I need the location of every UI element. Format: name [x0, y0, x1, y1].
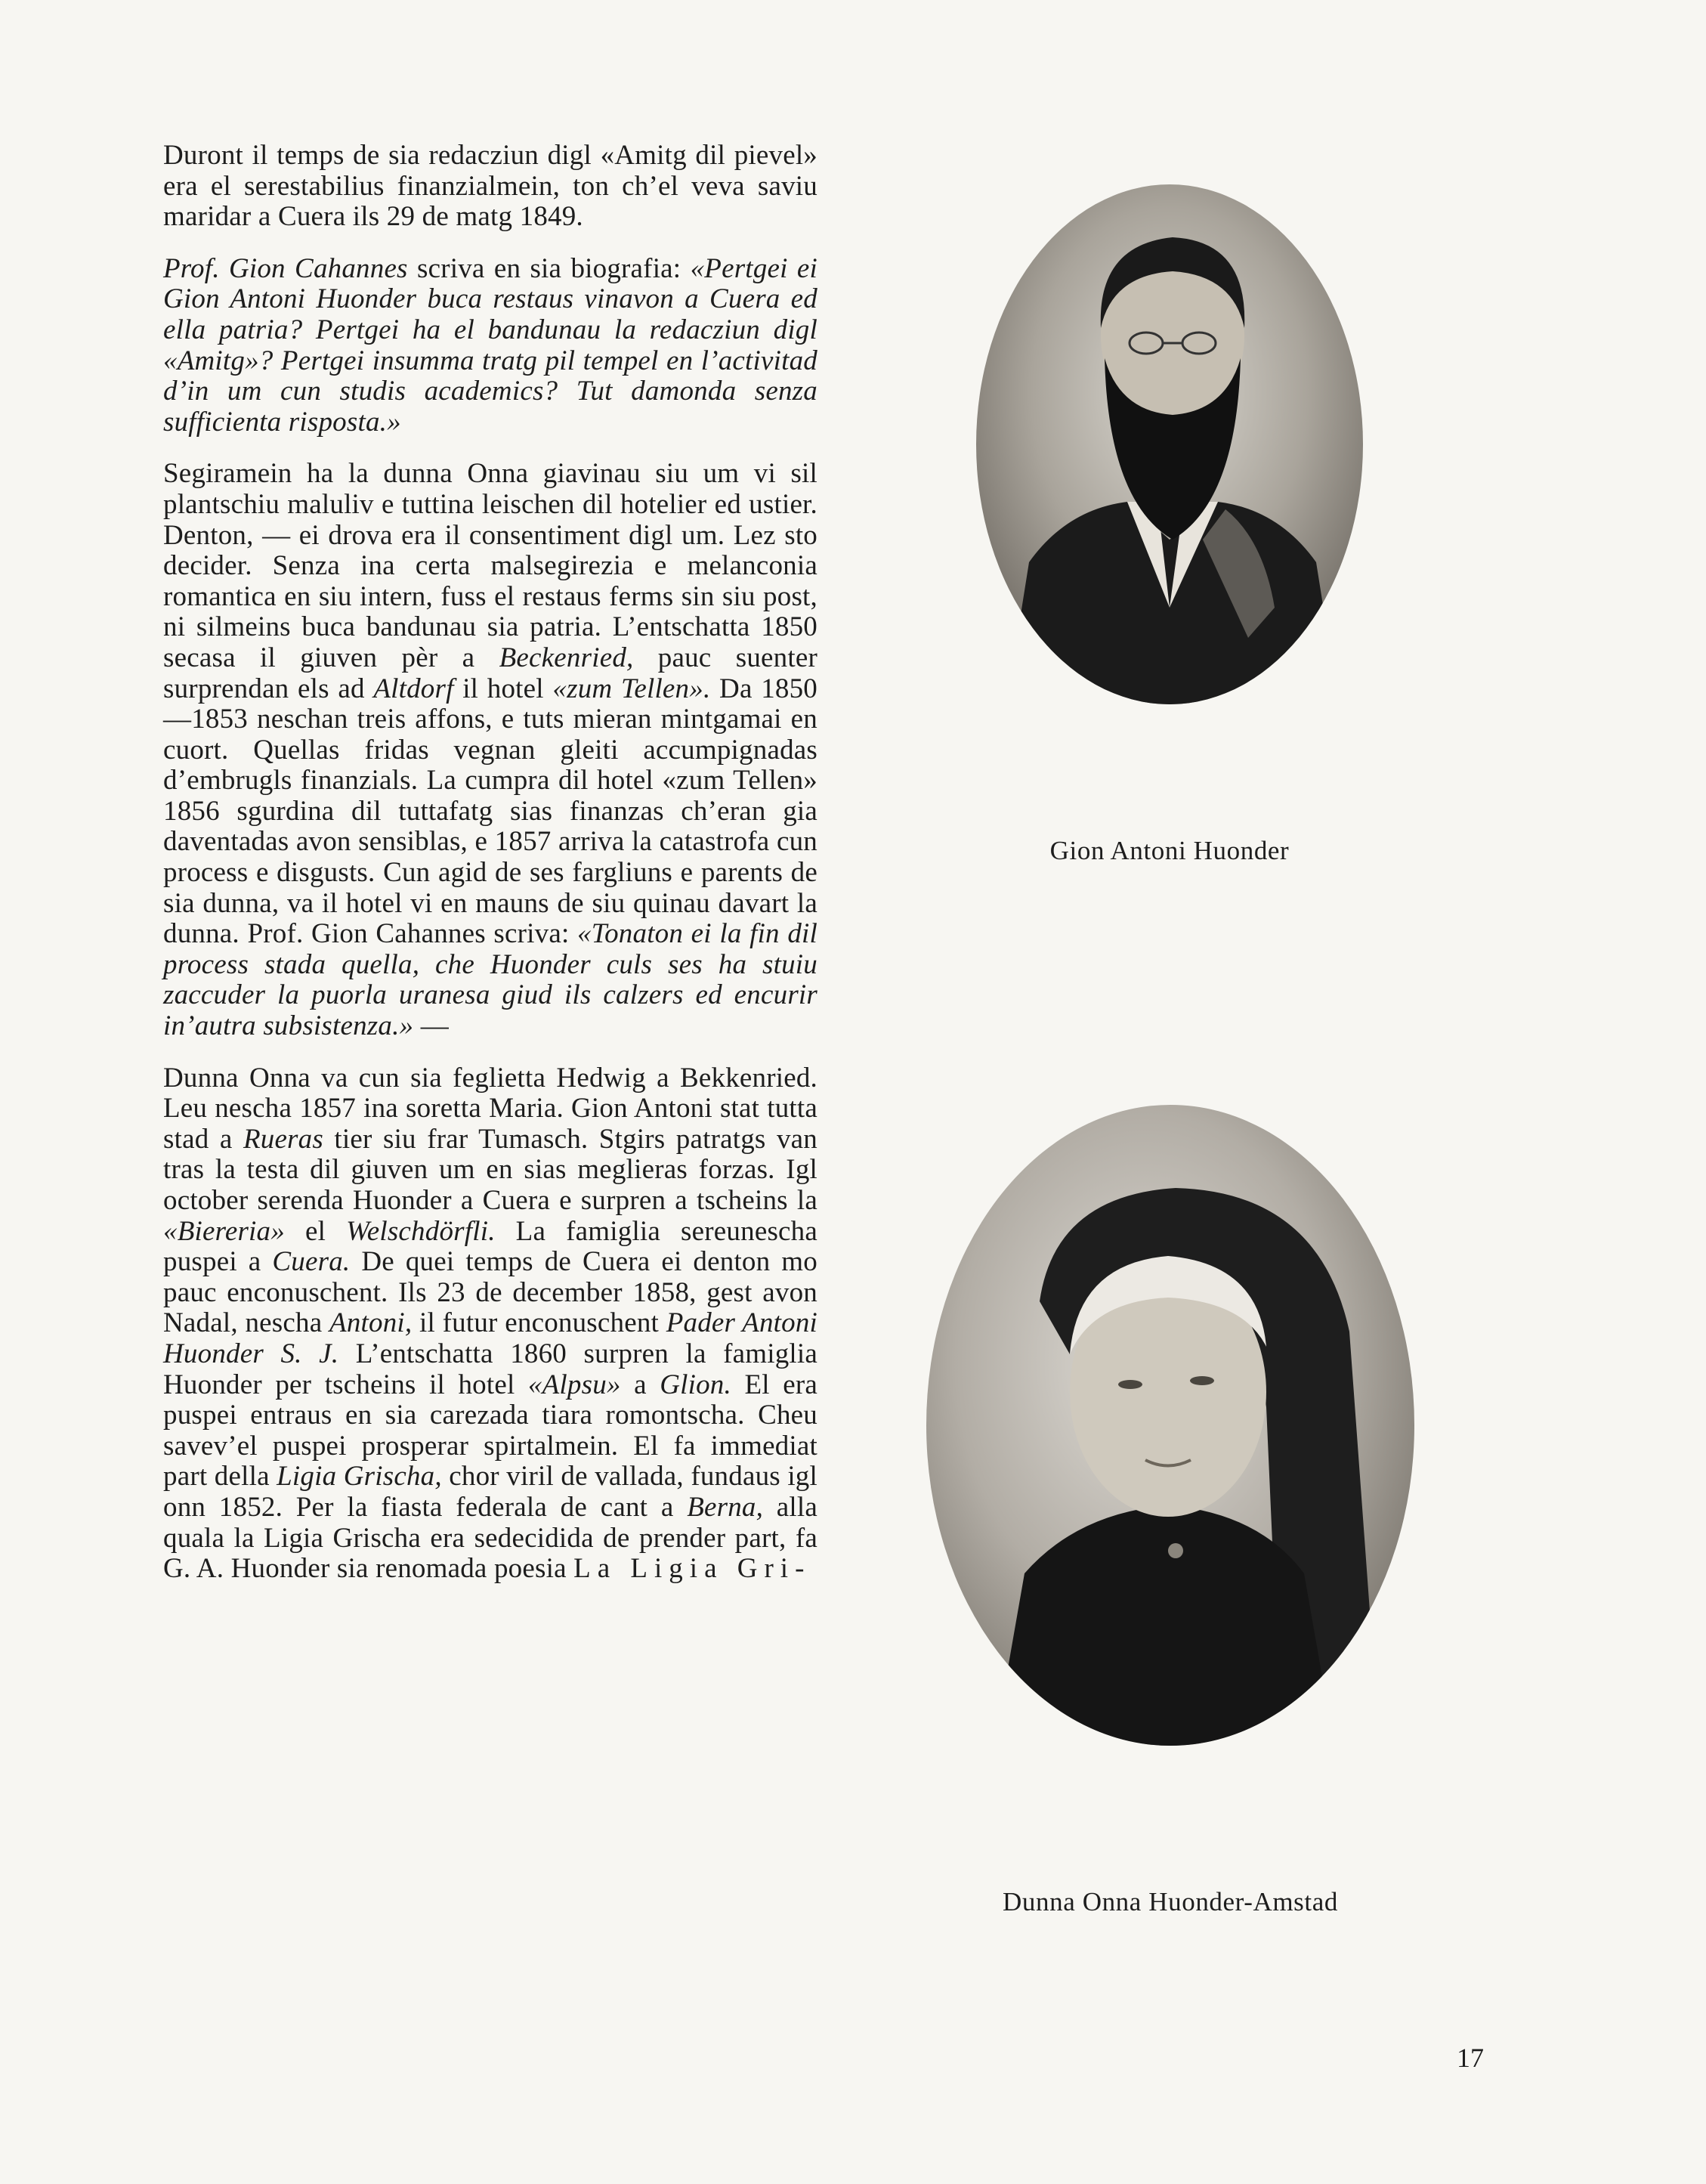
text-run: La famiglia sereunescha puspei a — [163, 1215, 817, 1278]
portrait-dunna-onna-huonder-amstad — [926, 1105, 1414, 1746]
text-run: scriva en sia biografia: — [407, 252, 691, 284]
italic-text-run: Altdorf — [373, 673, 454, 704]
text-run: pauc suenter surprendan els ad — [163, 642, 817, 704]
text-run: chor viril de vallada, fundaus igl onn 1852. Per la fiasta federala de cant a — [163, 1461, 817, 1523]
text-run: il futur enconuschent — [412, 1307, 666, 1339]
italic-text-run: Cuera. — [272, 1246, 351, 1278]
text-run: L’entschatta 1860 surpren la famiglia Huonder per tscheins il hotel — [163, 1338, 817, 1400]
italic-text-run: Rueras — [243, 1123, 323, 1155]
italic-text-run: Glion. — [660, 1369, 731, 1400]
body-paragraph — [163, 141, 817, 233]
italic-text-run: «Pertgei ei Gion Antoni Huonder buca restaus vinavon a Cuera ed ella patria? Pertgei ha el bandunau la redacziun digl «Amitg»? Pertgei insumma tratg pil tempel en l’activitad d’in um cun studis academics? Tut damonda senza sufficienta risposta.» — [163, 252, 817, 438]
italic-text-run: Beckenried, — [499, 642, 634, 673]
body-paragraph — [163, 254, 817, 438]
page-number: 17 — [1457, 2043, 1484, 2073]
italic-text-run: Ligia Grischa, — [277, 1461, 442, 1493]
text-run: El era puspei entraus en sia carezada tiara romontscha. Cheu savev’el puspei prosperar spirtalmein. El fa immediat part della — [163, 1369, 817, 1493]
text-run: De quei temps de Cuera ei denton mo pauc enconuschent. Ils 23 de december 1858, gest avon Nadal, nescha — [163, 1246, 817, 1339]
italic-text-run: Berna, — [687, 1491, 764, 1523]
text-run: Da 1850—1853 neschan treis affons, e tuts mieran mintgamai en cuort. Quellas fridas vegnan gleiti accumpignadas d’embrugls finanzials. La cumpra dil hotel «zum Tellen» 1856 sgurdina dil tuttafatg sias finanzas ch’eran gia daventadas avon sensiblas, e 1857 arriva la catastrofa cun process e disgusts. Cun agid de ses fargliuns e parents de sia dunna, va il hotel vi en mauns de siu quinau davart la dunna. Prof. Gion Cahannes scriva: — [163, 673, 818, 950]
italic-text-run: «Biereria» — [163, 1215, 285, 1247]
italic-text-run: «zum Tellen». — [552, 673, 711, 704]
text-run: tier siu frar Tumasch. Stgirs patratgs van tras la testa dil giuven um en sias meglieras forzas. Igl october serenda Huonder a Cuera e surpren a tscheins la — [163, 1123, 817, 1216]
italic-text-run: Prof. Gion Cahannes — [163, 252, 408, 284]
text-run: Segiramein ha la dunna Onna giavinau siu um vi sil plantschiu maluliv e tuttina leischen dil hotelier ed ustier. Denton, — ei drova era il consentiment digl um. Lez sto decider. Senza ina certa malsegirezia e melanconia romantica en siu intern, fuss el restaus ferms sin siu post, ni silmeins buca bandunau sia patria. L’entschatta 1850 secasa il giuven pèr a — [163, 458, 817, 673]
body-paragraph — [163, 1063, 817, 1585]
text-run: Duront il temps de sia redacziun digl «Amitg dil pievel» era el serestabilius finanzialmein, ton ch’el veva saviu maridar a Cuera ils 29 de matg 1849. — [163, 140, 817, 233]
body-text-column — [163, 141, 817, 1606]
italic-text-run: Antoni, — [329, 1307, 413, 1339]
italic-text-run: Welschdörfli. — [346, 1215, 496, 1247]
text-run: — — [413, 1010, 449, 1042]
text-run: el — [284, 1215, 347, 1247]
italic-text-run: Pader Antoni Huonder S. J. — [163, 1307, 818, 1369]
spaced-text-run: La Ligia Gri- — [573, 1553, 811, 1585]
italic-text-run: «Alpsu» — [527, 1369, 621, 1400]
portrait-1-caption: Gion Antoni Huonder — [1049, 836, 1290, 865]
portrait-gion-antoni-huonder — [976, 184, 1363, 704]
text-run: a — [620, 1369, 660, 1400]
italic-text-run: «Tonaton ei la fin dil process stada quella, che Huonder culs ses ha stuiu zaccuder la puorla uranesa giud ils calzers ed encurir in’autra subsistenza.» — [163, 918, 817, 1042]
text-run: alla quala la Ligia Grischa era sedecidida de prender part, fa G. A. Huonder sia renomada poesia — [163, 1491, 817, 1585]
portrait-2-caption: Dunna Onna Huonder-Amstad — [1003, 1887, 1338, 1916]
text-run: Dunna Onna va cun sia feglietta Hedwig a Bekkenried. Leu nescha 1857 ina soretta Maria. Gion Antoni stat tutta stad a — [163, 1062, 817, 1155]
text-run: il hotel — [453, 673, 553, 704]
body-paragraph — [163, 459, 817, 1041]
